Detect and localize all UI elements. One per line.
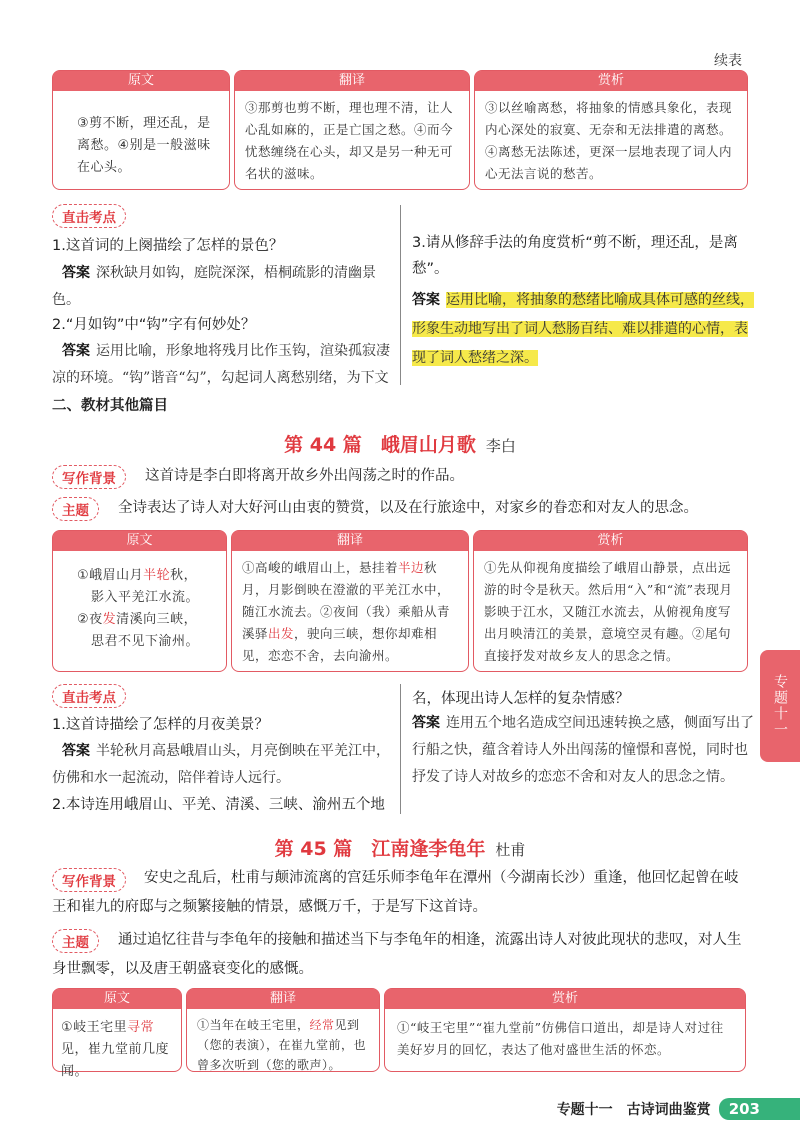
cell-translation: ①高峻的峨眉山上，悬挂着半边秋月，月影倒映在澄澈的平羌江水中，随江水流去。②夜间（我）乘船从青溪驿出发，驶向三峡，想你却难相见，恋恋不舍，去向渝州。 (242, 560, 451, 663)
question-1: 1.这首诗描绘了怎样的月夜美景？ (52, 717, 269, 733)
exam-tag: 直击考点 (52, 684, 126, 708)
answer-2 (412, 710, 757, 791)
col-header: 赏析 (385, 989, 745, 1009)
question-2: 2.本诗连用峨眉山、平羌、清溪、三峡、渝州五个地 (52, 797, 385, 813)
answer-text-highlighted: 运用比喻，将抽象的愁绪比喻成具体可感的丝线，形象生动地写出了词人愁肠百结、难以排遣的心情，表现了词人愁绪之深。 (412, 292, 754, 366)
cell-original: ①峨眉山月半轮秋， 影入平羌江水流。 ②夜发清溪向三峡， 思君不见下渝州。 (77, 568, 200, 649)
col-appreciation (473, 530, 748, 672)
col-translation (186, 988, 380, 1072)
col-original (52, 988, 182, 1079)
question-3: 3.请从修辞手法的角度赏析“剪不断，理还乱，是离愁”。 (412, 235, 738, 277)
answer-label: 答案 (62, 265, 90, 281)
answer-1 (52, 738, 392, 792)
col-header: 原文 (53, 531, 226, 551)
poem-author: 杜甫 (495, 841, 526, 859)
poem-number: 第 44 篇 (284, 434, 362, 456)
cell-appreciation: ①“岐王宅里”“崔九堂前”仿佛信口道出，却是诗人对过往美好岁月的回忆，表达了他对盛世生活的怀恋。 (397, 1020, 724, 1057)
col-header: 赏析 (475, 71, 747, 91)
answer-label: 答案 (62, 343, 90, 359)
poem-45-title (0, 834, 800, 861)
answer-label: 答案 (62, 743, 90, 759)
continued-label: 续表 (714, 53, 742, 69)
col-appreciation (384, 988, 746, 1072)
cell-original: ①岐王宅里寻常见，崔九堂前几度闻。 (61, 1020, 170, 1079)
footer-title: 专题十一 古诗词曲鉴赏 (556, 1102, 711, 1118)
exam-tag: 直击考点 (52, 204, 126, 228)
poem-44-title (0, 430, 800, 457)
answer-label: 答案 (412, 715, 440, 731)
table-poem-45 (52, 988, 746, 1079)
column-divider (400, 684, 401, 814)
col-original (52, 70, 230, 190)
col-translation (231, 530, 469, 672)
answer-text: 连用五个地名造成空间迅速转换之感，侧面写出了行船之快，蕴含着诗人外出闯荡的憧憬和喜悦，同时也抒发了诗人对故乡的恋恋不舍和对友人的思念之情。 (412, 715, 754, 785)
background-tag: 写作背景 (52, 465, 126, 489)
cell-appreciation: ①先从仰视角度描绘了峨眉山静景，点出远游的时令是秋天。然后用“入”和“流”表现月影映于江水，又随江水流去，从俯视角度写出月映清江的美景，意境空灵有趣。②尾句直接抒发对故乡友人的思念之情。 (484, 560, 733, 663)
background-text: 这首诗是李白即将离开故乡外出闯荡之时的作品。 (145, 468, 464, 484)
col-header: 翻译 (235, 71, 469, 91)
table-poem-44 (52, 530, 748, 672)
col-header: 翻译 (232, 531, 468, 551)
poem-author: 李白 (485, 437, 516, 455)
answer-text: 半轮秋月高悬峨眉山头，月亮倒映在平羌江中，仿佛和水一起流动，陪伴着诗人远行。 (52, 743, 390, 786)
background-tag: 写作背景 (52, 868, 126, 892)
poem-name: 江南逢李龟年 (371, 838, 486, 860)
cell-translation: ③那剪也剪不断，理也理不清，让人心乱如麻的，正是亡国之愁。④而今忧愁缠绕在心头，却又是另一种无可名状的滋味。 (245, 100, 454, 181)
col-header: 原文 (53, 71, 229, 91)
question-2-cont: 名，体现出诗人怎样的复杂情感？ (412, 691, 630, 707)
answer-text: 深秋缺月如钩，庭院深深，梧桐疏影的清幽景色。 (52, 265, 376, 308)
poem-number: 第 45 篇 (274, 838, 353, 860)
theme-text: 全诗表达了诗人对大好河山由衷的赞赏，以及在行旅途中，对家乡的眷恋和对友人的思念。 (118, 500, 698, 516)
background-text: 安史之乱后，杜甫与颠沛流离的宫廷乐师李龟年在潭州（今湖南长沙）重逢，他回忆起曾在岐王和崔九的府邸与之频繁接触的情景，感慨万千，于是写下这首诗。 (52, 870, 739, 915)
column-divider (400, 205, 401, 385)
answer-3 (412, 286, 757, 373)
col-appreciation (474, 70, 748, 190)
cell-appreciation: ③以丝喻离愁，将抽象的情感具象化，表现内心深处的寂寞、无奈和无法排遣的离愁。④离愁无法陈述，更深一层地表现了词人内心无法言说的愁苦。 (485, 100, 733, 181)
col-header: 原文 (53, 989, 181, 1009)
col-original (52, 530, 227, 672)
col-header: 赏析 (474, 531, 747, 551)
theme-text: 通过追忆往昔与李龟年的接触和描述当下与李龟年的相逢，流露出诗人对彼此现状的悲叹，对人生身世飘零，以及唐王朝盛衰变化的感慨。 (52, 932, 742, 977)
theme-tag: 主题 (52, 497, 99, 521)
cell-original: ③剪不断，理还乱，是离愁。④别是一般滋味在心头。 (77, 116, 211, 175)
cell-translation: ①当年在岐王宅里，经常见到（您的表演），在崔九堂前，也曾多次听到（您的歌声）。 (197, 1018, 367, 1072)
poem-name: 峨眉山月歌 (380, 434, 476, 456)
table-continued (52, 70, 748, 190)
answer-text: 运用比喻，形象地将残月比作玉钩，渲染孤寂凄凉的环境。“钩”谐音“勾”，勾起词人离愁别绪，为下文 (52, 343, 390, 386)
section-heading: 二、教材其他篇目 (52, 398, 168, 414)
footer (557, 1096, 800, 1122)
theme-tag: 主题 (52, 929, 99, 953)
col-translation (234, 70, 470, 190)
answer-1 (52, 260, 392, 314)
col-header: 翻译 (187, 989, 379, 1009)
side-tab[interactable]: 专题十一 (760, 650, 800, 762)
question-2: 2.“月如钩”中“钩”字有何妙处？ (52, 317, 256, 333)
answer-label: 答案 (412, 292, 440, 308)
answer-2 (52, 338, 392, 392)
page-number: 203 (719, 1098, 800, 1120)
question-1: 1.这首词的上阕描绘了怎样的景色？ (52, 238, 284, 254)
